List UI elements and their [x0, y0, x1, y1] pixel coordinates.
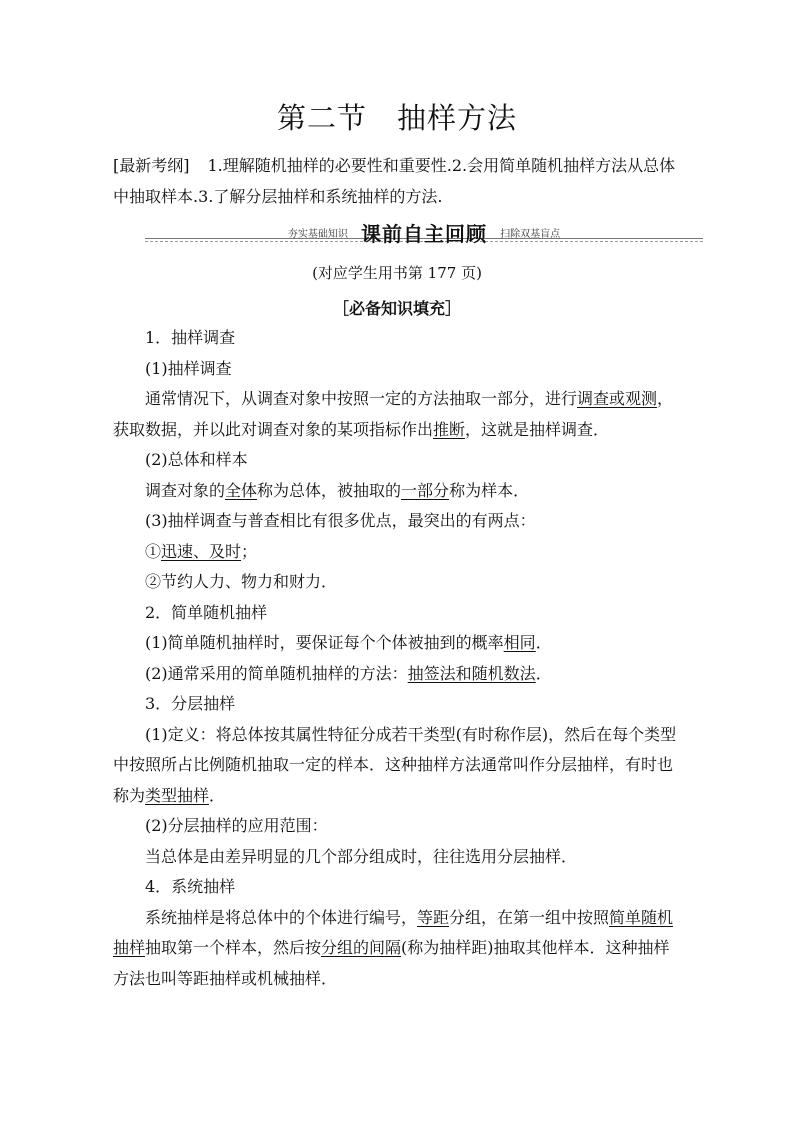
list-item	[113, 537, 683, 568]
banner-right-text: 扫除双基盲点	[500, 229, 561, 240]
syllabus-outline	[113, 150, 683, 212]
answer-blank: 全体	[225, 480, 258, 500]
text-run: ，这就是抽样调查．	[465, 419, 610, 439]
banner-left-text: 夯实基础知识	[287, 229, 348, 240]
answer-blank: 迅速、及时	[161, 541, 242, 561]
content-body	[113, 323, 683, 994]
text-run: 称为样本．	[449, 480, 530, 500]
answer-blank: 等距	[417, 907, 450, 927]
text-run: 抽取第一个样本，然后按	[145, 938, 322, 957]
answer-blank: 一部分	[401, 480, 450, 500]
text-run: 通常情况下，从调查对象中按照一定的方法抽取一部分，进行	[145, 389, 578, 408]
answer-blank: 抽签法和随机数法	[407, 663, 536, 683]
title-section-number: 第二节	[276, 101, 367, 135]
text-run: (称为抽样距)抽取其他样本．这种抽样方法也叫等距抽样或机械抽样．	[113, 938, 670, 988]
paragraph-stratified-definition	[113, 720, 683, 812]
text-run: 调查对象的	[145, 480, 226, 500]
answer-blank: 简单随机抽样	[113, 907, 674, 957]
paragraph-systematic	[113, 903, 683, 995]
answer-blank: 推断	[433, 419, 466, 439]
text-run: (1)简单随机抽样时，要保证每个个体被抽到的概率	[145, 633, 504, 652]
section-heading: ［必备知识填充］	[332, 299, 461, 318]
text-run: ．	[209, 785, 226, 805]
sub-population-sample: (2)总体和样本	[145, 450, 248, 469]
answer-blank: 类型抽样	[145, 785, 210, 805]
heading-systematic: 4．系统抽样	[145, 877, 236, 896]
heading-simple-random: 2．简单随机抽样	[145, 602, 268, 622]
sub-advantages: (3)抽样调查与普查相比有很多优点，最突出的有两点：	[145, 511, 536, 530]
list-item: ②节约人力、物力和财力．	[145, 572, 338, 591]
heading-sampling-survey: 1．抽样调查	[145, 328, 236, 347]
paragraph-sampling-survey	[113, 384, 683, 445]
syllabus-text: 1.理解随机抽样的必要性和重要性.2.会用简单随机抽样方法从总体中抽取样本.3.了解分层抽样和系统抽样的方法.	[113, 156, 676, 206]
section-banner	[145, 218, 703, 244]
line-simple-random-2	[113, 659, 683, 690]
syllabus-tag: [最新考纲]	[113, 156, 190, 175]
text-run: 系统抽样是将总体中的个体进行编号，	[145, 907, 418, 927]
text-run: ①	[145, 541, 162, 561]
sub-stratified-scope: (2)分层抽样的应用范围：	[145, 816, 328, 835]
text-run: ；	[241, 541, 258, 561]
paragraph-population-sample	[113, 476, 683, 507]
text-run: ．	[535, 633, 552, 652]
text-run: ，获取数据，并以此对调查对象的某项指标作出	[113, 389, 674, 439]
paragraph-stratified-scope: 当总体是由差异明显的几个部分组成时，往往选用分层抽样．	[145, 846, 578, 866]
answer-blank: 相同	[503, 633, 536, 652]
text-run: (1)定义：将总体按其属性特征分成若干类型(有时称作层)，然后在每个类型中按照所占比例随机抽取一定的样本．这种抽样方法通常叫作分层抽样，有时也称为	[113, 724, 677, 805]
line-simple-random-1	[113, 628, 683, 659]
title-topic: 抽样方法	[397, 101, 518, 135]
banner-title: 课前自主回顾	[361, 222, 487, 246]
answer-blank: 分组的间隔	[321, 938, 402, 957]
answer-blank: 调查或观测	[577, 389, 658, 408]
sub-sampling-survey: (1)抽样调查	[145, 358, 232, 378]
text-run: ．	[535, 663, 552, 683]
text-run: (2)通常采用的简单随机抽样的方法：	[145, 663, 408, 683]
page-title	[0, 96, 794, 137]
text-run: 称为总体，被抽取的	[257, 480, 402, 500]
heading-stratified: 3．分层抽样	[145, 694, 236, 713]
book-page-reference: (对应学生用书第 177 页)	[312, 264, 482, 282]
text-run: 分组，在第一组中按照	[449, 907, 610, 927]
